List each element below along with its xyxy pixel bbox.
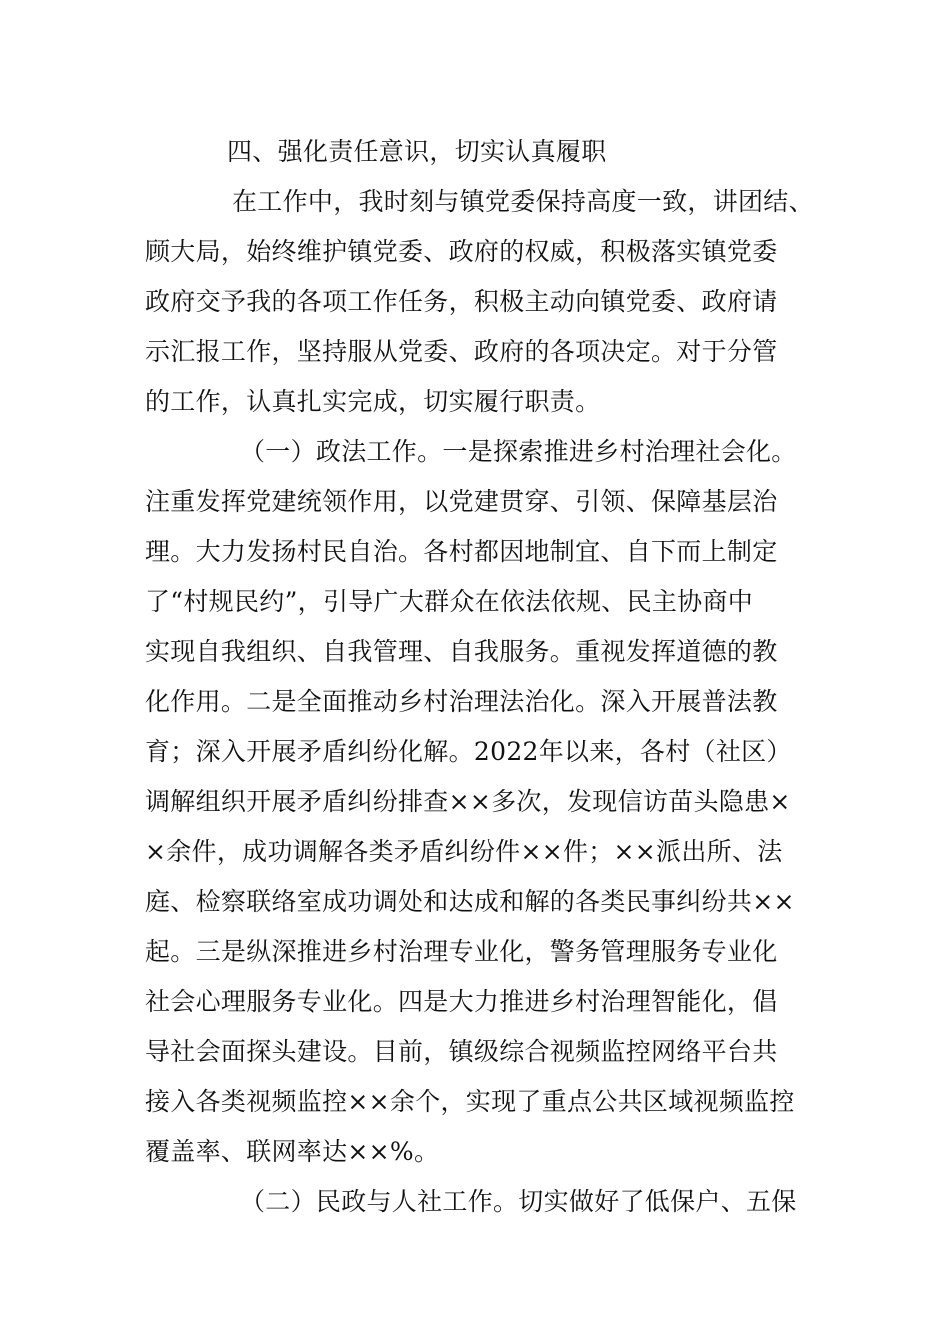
- section-heading: 四、强化责任意识，切实认真履职: [227, 137, 607, 166]
- paragraph-line: ×余件，成功调解各类矛盾纠纷件××件；××派出所、法: [145, 837, 783, 866]
- paragraph-line: 顾大局，始终维护镇党委、政府的权威，积极落实镇党委: [145, 237, 778, 266]
- paragraph-line: 育；深入开展矛盾纠纷化解。2022年以来，各村（社区）: [145, 737, 792, 766]
- paragraph-line: 了“村规民约”，引导广大群众在依法依规、民主协商中: [145, 587, 754, 616]
- paragraph-line: 理。大力发扬村民自治。各村都因地制宜、自下而上制定: [145, 537, 778, 566]
- paragraph-line: 庭、检察联络室成功调处和达成和解的各类民事纠纷共××: [145, 887, 795, 916]
- paragraph-line: 覆盖率、联网率达××%。: [145, 1137, 440, 1166]
- paragraph-line: 的工作，认真扎实完成，切实履行职责。: [145, 387, 601, 416]
- paragraph-line: 政府交予我的各项工作任务，积极主动向镇党委、政府请: [145, 287, 778, 316]
- paragraph-line: 实现自我组织、自我管理、自我服务。重视发挥道德的教: [145, 637, 778, 666]
- paragraph-line: 示汇报工作，坚持服从党委、政府的各项决定。对于分管: [145, 337, 778, 366]
- paragraph-line: 接入各类视频监控××余个，实现了重点公共区域视频监控: [145, 1087, 795, 1116]
- paragraph-line: 起。三是纵深推进乡村治理专业化，警务管理服务专业化: [145, 937, 778, 966]
- paragraph-line: 社会心理服务专业化。四是大力推进乡村治理智能化，倡: [145, 987, 778, 1016]
- paragraph-line: （二）民政与人社工作。切实做好了低保户、五保: [240, 1187, 797, 1216]
- paragraph-line: 调解组织开展矛盾纠纷排查××多次，发现信访苗头隐患×: [145, 787, 791, 816]
- paragraph-line: 在工作中，我时刻与镇党委保持高度一致，讲团结、: [232, 187, 814, 216]
- paragraph-line: （一）政法工作。一是探索推进乡村治理社会化。: [240, 437, 797, 466]
- paragraph-line: 化作用。二是全面推动乡村治理法治化。深入开展普法教: [145, 687, 778, 716]
- paragraph-line: 注重发挥党建统领作用，以党建贯穿、引领、保障基层治: [145, 487, 778, 516]
- paragraph-line: 导社会面探头建设。目前，镇级综合视频监控网络平台共: [145, 1037, 778, 1066]
